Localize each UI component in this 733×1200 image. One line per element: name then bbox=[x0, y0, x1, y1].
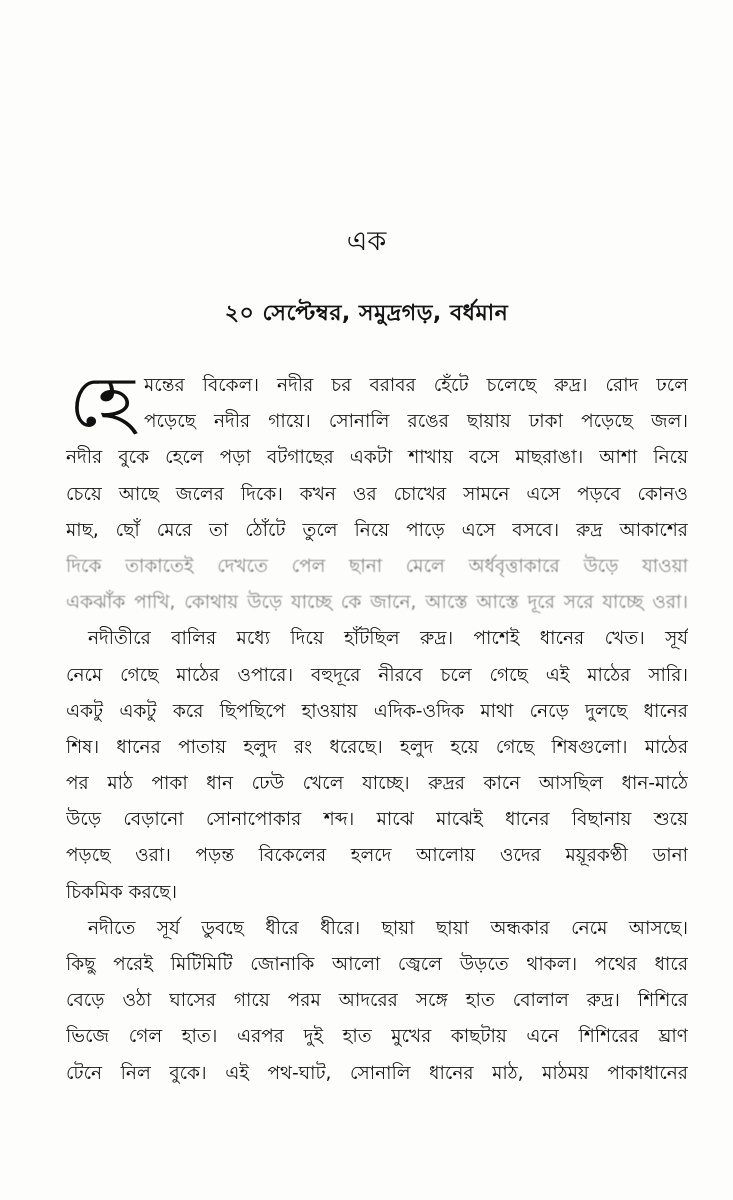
text-line: পর মাঠ পাকা ধান ঢেউ খেলে যাচ্ছে। রুদ্রর কানে আসছিল ধান-মাঠে bbox=[66, 773, 688, 795]
text-line: নদীতে সূর্য ডুবছে ধীরে ধীরে। ছায়া ছায়া অন্ধকার নেমে আসছে। bbox=[88, 917, 688, 939]
body-text bbox=[66, 361, 688, 1092]
text-line: চিকমিক করছে। bbox=[66, 881, 177, 903]
text-line: টেনে নিল বুকে। এই পথ-ঘাট, সোনালি ধানের মাঠ, মাঠময় পাকাধানের bbox=[66, 1062, 688, 1084]
text-line: পড়েছে নদীর গায়ে। সোনালি রঙের ছায়ায় ঢাকা পড়েছে জল। bbox=[144, 411, 688, 433]
drop-cap: হে bbox=[69, 361, 135, 443]
text-line: ভিজে গেল হাত। এরপর দুই হাত মুখের কাছটায় এনে শিশিরের ঘ্রাণ bbox=[66, 1026, 688, 1048]
chapter-heading: ২০ সেপ্টেম্বর, সমুদ্রগড়, বর্ধমান bbox=[224, 301, 509, 326]
text-line-smudged: দিকে তাকাতেই দেখতে পেল ছানা মেলে অর্ধবৃত্তাকারে উড়ে যাওয়া bbox=[66, 555, 688, 577]
text-line: শিষ। ধানের পাতায় হলুদ রং ধরেছে। হলুদ হয়ে গেছে শিষগুলো। মাঠের bbox=[66, 736, 688, 758]
text-line: মাছ, ছোঁ মেরে তা ঠোঁটে তুলে নিয়ে পাড়ে এসে বসবে। রুদ্র আকাশের bbox=[66, 519, 688, 541]
text-line: উড়ে বেড়ানো সোনাপোকার শব্দ। মাঝে মাঝেই ধানের বিছানায় শুয়ে bbox=[66, 809, 688, 831]
text-line: পড়ছে ওরা। পড়ন্ত বিকেলের হলদে আলোয় ওদের ময়ূরকণ্ঠী ডানা bbox=[66, 845, 688, 867]
text-line: নদীর বুকে হেলে পড়া বটগাছের একটা শাখায় বসে মাছরাঙা। আশা নিয়ে bbox=[66, 447, 688, 469]
text-line: চেয়ে আছে জলের দিকে। কখন ওর চোখের সামনে এসে পড়বে কোনও bbox=[66, 483, 688, 505]
chapter-number: এক bbox=[346, 226, 387, 257]
text-line: নেমে গেছে মাঠের ওপারে। বহুদূরে নীরবে চলে গেছে এই মাঠের সারি। bbox=[66, 664, 688, 686]
text-line: বেড়ে ওঠা ঘাসের গায়ে পরম আদরের সঙ্গে হাত বোলাল রুদ্র। শিশিরে bbox=[66, 990, 688, 1012]
text-line: কিছু পরেই মিটিমিটি জোনাকি আলো জ্বেলে উড়তে থাকল। পথের ধারে bbox=[66, 954, 688, 975]
text-line: নদীতীরে বালির মধ্যে দিয়ে হাঁটছিল রুদ্র। পাশেই ধানের খেত। সূর্য bbox=[88, 628, 688, 650]
text-line: একটু একটু করে ছিপছিপে হাওয়ায় এদিক-ওদিক মাথা নেড়ে দুলছে ধানের bbox=[66, 700, 688, 722]
text-line-smudged: একঝাঁক পাখি, কোথায় উড়ে যাচ্ছে কে জানে, আস্তে আস্তে দূরে সরে যাচ্ছে ওরা। bbox=[66, 592, 688, 614]
text-line: মন্তের বিকেল। নদীর চর বরাবর হেঁটে চলেছে রুদ্র। রোদ ঢলে bbox=[144, 375, 688, 396]
